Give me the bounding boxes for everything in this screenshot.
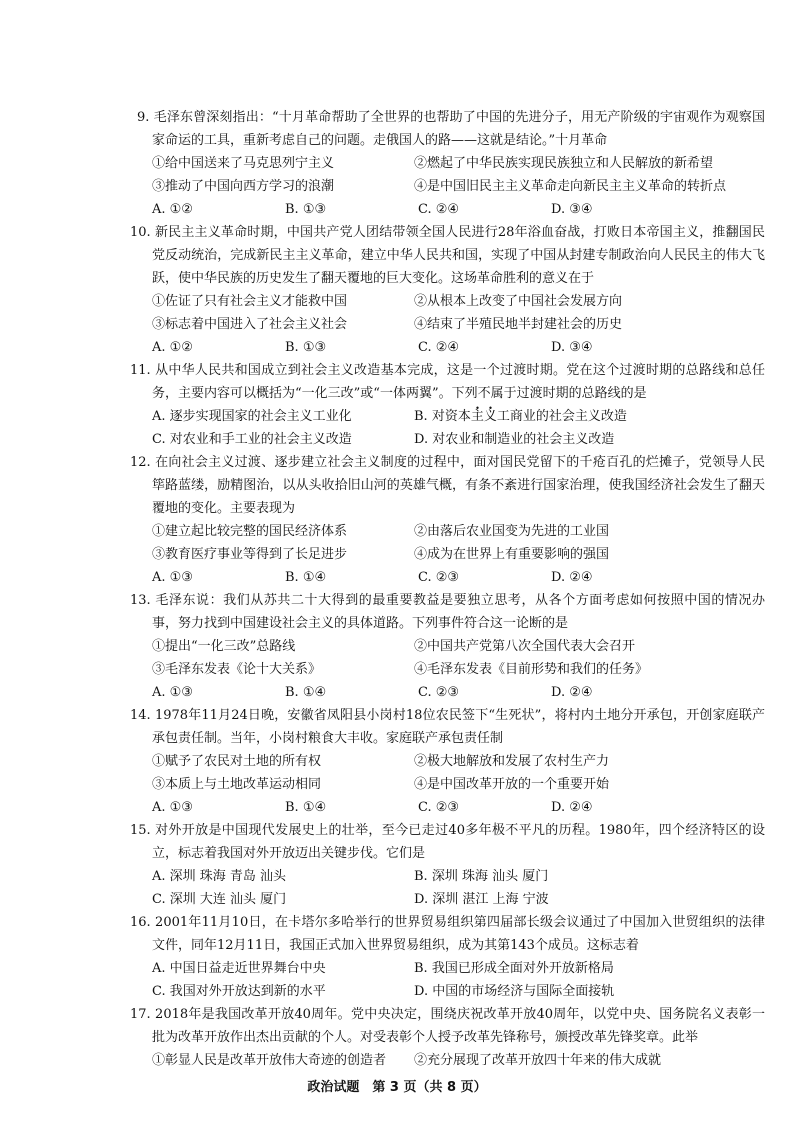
answer-option: B. 对资本主义工商业的社会主义改造	[414, 409, 627, 424]
stem-text: 11. 从中华人民共和国成立到社会主义改造基本完成，这是一个过渡时期。党在这个过渡时期的总路线和总任务，主要内容可以概括为“一化三改”或“一体两翼”。下列不	[130, 363, 765, 401]
answer-option: A. ①②	[152, 202, 193, 217]
answer-option: B. ①④	[285, 570, 327, 585]
answer-option: A. 逐步实现国家的社会主义工业化	[152, 409, 352, 424]
question-12	[130, 451, 765, 589]
answer-option: A. ①②	[152, 340, 193, 355]
answer-option: B. ①④	[285, 800, 327, 815]
statement-item: ③本质上与土地改革运动相同	[152, 777, 322, 792]
statement-item: ②由落后农业国变为先进的工业国	[414, 524, 610, 539]
question-13	[130, 589, 765, 704]
answer-option: B. ①③	[285, 202, 327, 217]
question-9	[137, 106, 765, 221]
answer-option: C. ②③	[418, 685, 460, 700]
answer-option: A. 中国日益走近世界舞台中央	[152, 961, 326, 976]
statement-item: ①提出“一化三改”总路线	[152, 639, 296, 654]
answer-option: A. 深圳 珠海 青岛 汕头	[152, 869, 287, 884]
page-footer: 政治试题 第 3 页（共 8 页）	[307, 1080, 487, 1095]
statement-item: ④结束了半殖民地半封建社会的历史	[414, 317, 623, 332]
question-16	[130, 911, 765, 1003]
question-stem: 16. 2001年11月10日，在卡塔尔多哈举行的世界贸易组织第四届部长级会议通过了中国加入世贸组织的法律文件，同年12月11日，我国正式加入世界贸易组织，成为其第143个成员。这标志着	[130, 915, 765, 953]
answer-option: A. ①③	[152, 800, 193, 815]
question-14	[130, 704, 765, 819]
question-10	[130, 221, 765, 359]
answer-option: C. 我国对外开放达到新的水平	[152, 984, 326, 999]
emphasis-char: 属	[490, 386, 504, 401]
question-stem: 14. 1978年11月24日晚，安徽省凤阳县小岗村18位农民签下“生死状”，将村内土地分开承包，开创家庭联产承包责任制。当年，小岗村粮食大丰收。家庭联产承包责任制	[130, 708, 765, 746]
answer-option: A. ①③	[152, 685, 193, 700]
answer-option: D. ③④	[551, 202, 593, 217]
emphasis-char: 于	[503, 386, 517, 401]
statement-item: ②从根本上改变了中国社会发展方向	[414, 294, 623, 309]
answer-option: B. 我国已形成全面对外开放新格局	[414, 961, 614, 976]
question-17	[130, 1003, 765, 1072]
statement-item: ①赋予了农民对土地的所有权	[152, 754, 322, 769]
statement-item: ①彰显人民是改革开放伟大奇迹的创造者	[152, 1053, 387, 1068]
statement-item: ③推动了中国向西方学习的浪潮	[152, 179, 335, 194]
statement-item: ③毛泽东发表《论十大关系》	[152, 662, 322, 677]
answer-option: B. ①③	[285, 340, 327, 355]
answer-option: A. ①③	[152, 570, 193, 585]
answer-option: D. ②④	[551, 800, 593, 815]
stem-text: 过渡时期的总路线的是	[516, 386, 647, 401]
answer-option: C. 深圳 大连 汕头 厦门	[152, 892, 287, 907]
question-stem: 12. 在向社会主义过渡、逐步建立社会主义制度的过程中，面对国民党留下的千疮百孔的烂摊子，党领导人民筚路蓝缕，励精图治，以从头收拾旧山河的英雄气概，有条不紊进行国家治理，使我国经济社会发生了翻天覆地的变化。主要表现为	[130, 455, 765, 516]
answer-option: D. 对农业和制造业的社会主义改造	[414, 432, 615, 447]
statement-item: ③标志着中国进入了社会主义社会	[152, 317, 348, 332]
statement-item: ②极大地解放和发展了农村生产力	[414, 754, 610, 769]
statement-item: ④是中国改革开放的一个重要开始	[414, 777, 610, 792]
statement-item: ②充分展现了改革开放四十年来的伟大成就	[414, 1053, 662, 1068]
answer-option: C. ②④	[418, 340, 460, 355]
answer-option: C. ②③	[418, 570, 460, 585]
answer-option: D. ②④	[551, 685, 593, 700]
question-stem: 17. 2018年是我国改革开放40周年。党中央决定，围绕庆祝改革开放40周年，以党中央、国务院名义表彰一批为改革开放作出杰出贡献的个人。对受表彰个人授予改革先锋称号，颁授改革先锋奖章。此举	[130, 1007, 765, 1045]
statement-item: ③教育医疗事业等得到了长足进步	[152, 547, 348, 562]
question-stem	[130, 359, 765, 405]
question-stem: 10. 新民主主义革命时期，中国共产党人团结带领全国人民进行28年浴血奋战，打败日本帝国主义，推翻国民党反动统治，完成新民主主义革命，建立中华人民共和国，实现了中国从封建专制政治向人民民主的伟大飞跃，使中华民族的历史发生了翻天覆地的巨大变化。这场革命胜利的意义在于	[130, 225, 765, 286]
answer-option: C. 对农业和手工业的社会主义改造	[152, 432, 352, 447]
answer-option: D. 深圳 湛江 上海 宁波	[414, 892, 549, 907]
statement-item: ①佐证了只有社会主义才能救中国	[152, 294, 348, 309]
question-stem: 15. 对外开放是中国现代发展史上的壮举，至今已走过40多年极不平凡的历程。1980年，四个经济特区的设立，标志着我国对外开放迈出关键步伐。它们是	[130, 823, 765, 861]
question-11	[130, 359, 765, 451]
question-15	[130, 819, 765, 911]
statement-item: ④成为在世界上有重要影响的强国	[414, 547, 610, 562]
statement-item: ①给中国送来了马克思列宁主义	[152, 156, 335, 171]
answer-option: C. ②③	[418, 800, 460, 815]
question-stem: 9. 毛泽东曾深刻指出：“十月革命帮助了全世界的也帮助了中国的先进分子，用无产阶级的宇宙观作为观察国家命运的工具，重新考虑自己的问题。走俄国人的路——这就是结论。”十月革命	[137, 110, 765, 148]
statement-item: ②燃起了中华民族实现民族独立和人民解放的新希望	[414, 156, 714, 171]
answer-option: B. ①④	[285, 685, 327, 700]
question-stem: 13. 毛泽东说：我们从苏共二十大得到的最重要教益是要独立思考，从各个方面考虑如何按照中国的情况办事，努力找到中国建设社会主义的具体道路。下列事件符合这一论断的是	[130, 593, 765, 631]
question-list	[0, 106, 794, 1072]
statement-item: ④毛泽东发表《目前形势和我们的任务》	[414, 662, 649, 677]
answer-option: D. ③④	[551, 340, 593, 355]
answer-option: D. ②④	[551, 570, 593, 585]
answer-option: B. 深圳 珠海 汕头 厦门	[414, 869, 549, 884]
answer-option: C. ②④	[418, 202, 460, 217]
statement-item: ④是中国旧民主主义革命走向新民主主义革命的转折点	[414, 179, 727, 194]
statement-item: ②中国共产党第八次全国代表大会召开	[414, 639, 636, 654]
statement-item: ①建立起比较完整的国民经济体系	[152, 524, 348, 539]
answer-option: D. 中国的市场经济与国际全面接轨	[414, 984, 615, 999]
